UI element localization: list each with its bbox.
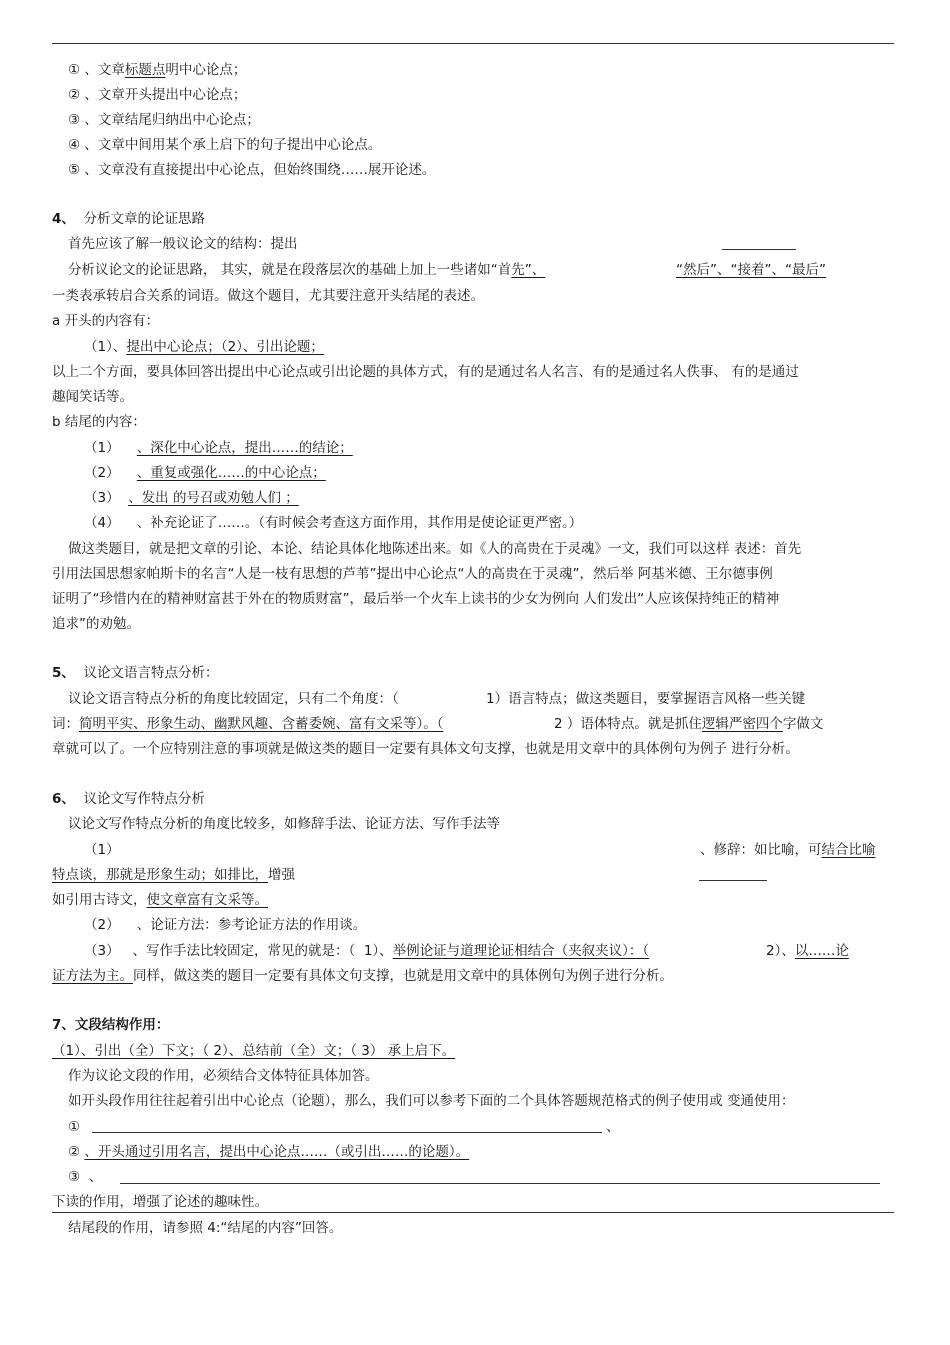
section-4-p3: 一类表承转启合关系的词语。做这个题目，尤其要注意开头结尾的表述。 — [52, 288, 484, 304]
opening-content-item: （1）、提出中心论点；（2）、引出论题； — [84, 339, 324, 355]
ending-item-3: （3） 、发出 的号召或劝勉人们 ； — [84, 490, 299, 506]
section-6-heading: 6、 议论文写作特点分析 — [52, 791, 205, 807]
section-7-heading: 7、文段结构作用： — [52, 1017, 170, 1033]
section-6-p7: 证方法为主。同样，做这类的题目一定要有具体文句支撑，也就是用文章中的具体例句为例子进行分析。 — [52, 968, 673, 984]
section-4-p7: 引用法国思想家帕斯卡的名言“人是一枝有思想的芦苇”提出中心论点“人的高贵在于灵魂”，然后举 阿基米德、王尔德事例 — [52, 566, 773, 582]
section-7-p5: 结尾段的作用，请参照 4:“结尾的内容”回答。 — [68, 1220, 343, 1236]
section-4-p8: 证明了“珍惜内在的精神财富甚于外在的物质财富”，最后举一个火车上读书的少女为例向 人们发出“人应该保持纯正的精神 — [52, 591, 780, 607]
answer-blank — [92, 1132, 602, 1133]
ending-item-2: （2） 、重复或强化……的中心论点； — [84, 465, 326, 481]
section-4-p9: 追求”的劝勉。 — [52, 616, 140, 632]
section-5-p2-tail: 2 ）语体特点。就是抓住逻辑严密四个字做文 — [554, 716, 824, 732]
section-5-heading: 5、 议论文语言特点分析： — [52, 665, 219, 681]
intro-item-4: ④ 、文章中间用某个承上启下的句子提出中心论点。 — [68, 137, 382, 153]
section-4-p2-tail: “然后”、“接着”、“最后” — [676, 262, 826, 278]
bottom-rule — [52, 1212, 894, 1213]
section-6-p2-num: （1） — [84, 842, 120, 858]
section-5-p2: 词：简明平实、形象生动、幽默风趣、含蓄委婉、富有文采等）。（ — [52, 716, 444, 732]
example-item-1-tail: 、 — [606, 1119, 620, 1135]
section-6-p6: （3） 、写作手法比较固定，常见的就是：（ 1）、举例论证与道理论证相结合（夹叙夹议）：（ — [84, 943, 650, 959]
section-4-p5: 趣闻笑话等。 — [52, 389, 133, 405]
section-6-p3: 特点谈，那就是形象生动；如排比，增强 — [52, 867, 295, 883]
section-7-p4: 下读的作用，增强了论述的趣味性。 — [52, 1194, 268, 1210]
section-4-p4: 以上二个方面，要具体回答出提出中心论点或引出论题的具体方式，有的是通过名人名言、有的是通过名人佚事、 有的是通过 — [52, 364, 799, 380]
answer-blank — [120, 1183, 880, 1184]
ending-item-4: （4） 、补充论证了……。（有时候会考查这方面作用，其作用是使论证更严密。） — [84, 515, 583, 531]
answer-blank — [699, 880, 767, 881]
section-5-p1: 议论文语言特点分析的角度比较固定，只有二个角度：（ — [68, 691, 399, 707]
ending-item-1: （1） 、深化中心论点，提出……的结论； — [84, 440, 353, 456]
section-4-p6: 做这类题目，就是把文章的引论、本论、结论具体化地陈述出来。如《人的高贵在于灵魂》一文，我们可以这样 表述：首先 — [68, 541, 802, 557]
section-5-p1-tail: 1）语言特点；做这类题目，要掌握语言风格一些关键 — [486, 691, 806, 707]
section-7-p3: 如开头段作用往往起着引出中心论点（论题），那么，我们可以参考下面的二个具体答题规范格式的例子使用或 变通使用： — [68, 1093, 795, 1109]
section-6-p1: 议论文写作特点分析的角度比较多，如修辞手法、论证方法、写作手法等 — [68, 816, 500, 832]
opening-content-title: a 开头的内容有： — [52, 313, 160, 329]
ending-content-title: b 结尾的内容： — [52, 414, 146, 430]
section-6-p6-tail: 2）、以……论 — [766, 943, 849, 959]
intro-item-1: ① 、文章标题点明中心论点； — [68, 62, 247, 78]
intro-item-5: ⑤ 、文章没有直接提出中心论点，但始终围绕……展开论述。 — [68, 162, 436, 178]
top-rule — [52, 43, 894, 44]
section-6-p2-right: 、修辞：如比喻，可结合比喻 — [700, 842, 876, 858]
example-item-3: ③ 、 — [68, 1169, 103, 1185]
example-item-1: ① — [68, 1119, 81, 1135]
section-5-p3: 章就可以了。一个应特别注意的事项就是做这类的题目一定要有具体文句支撑，也就是用文章中的具体例句为例子 进行分析。 — [52, 741, 799, 757]
section-7-p2: 作为议论文段的作用，必须结合文体特征具体加答。 — [68, 1068, 379, 1084]
section-6-p4: 如引用古诗文，使文章富有文采等。 — [52, 892, 268, 908]
section-4-heading: 4、 分析文章的论证思路 — [52, 211, 205, 227]
example-item-2: ② 、开头通过引用名言，提出中心论点……（或引出……的论题）。 — [68, 1144, 470, 1160]
answer-blank — [722, 249, 796, 250]
section-4-p1: 首先应该了解一般议论文的结构：提出 — [68, 236, 298, 252]
section-7-p1: （1）、引出（全）下文；（ 2）、总结前（全）文；（ 3） 承上启下。 — [52, 1043, 456, 1059]
section-6-p5: （2） 、论证方法：参考论证方法的作用谈。 — [84, 917, 367, 933]
intro-item-2: ② 、文章开头提出中心论点； — [68, 87, 247, 103]
intro-item-3: ③ 、文章结尾归纳出中心论点； — [68, 112, 260, 128]
section-4-p2: 分析议论文的论证思路， 其实，就是在段落层次的基础上加上一些诸如“首先”、 — [68, 262, 546, 278]
